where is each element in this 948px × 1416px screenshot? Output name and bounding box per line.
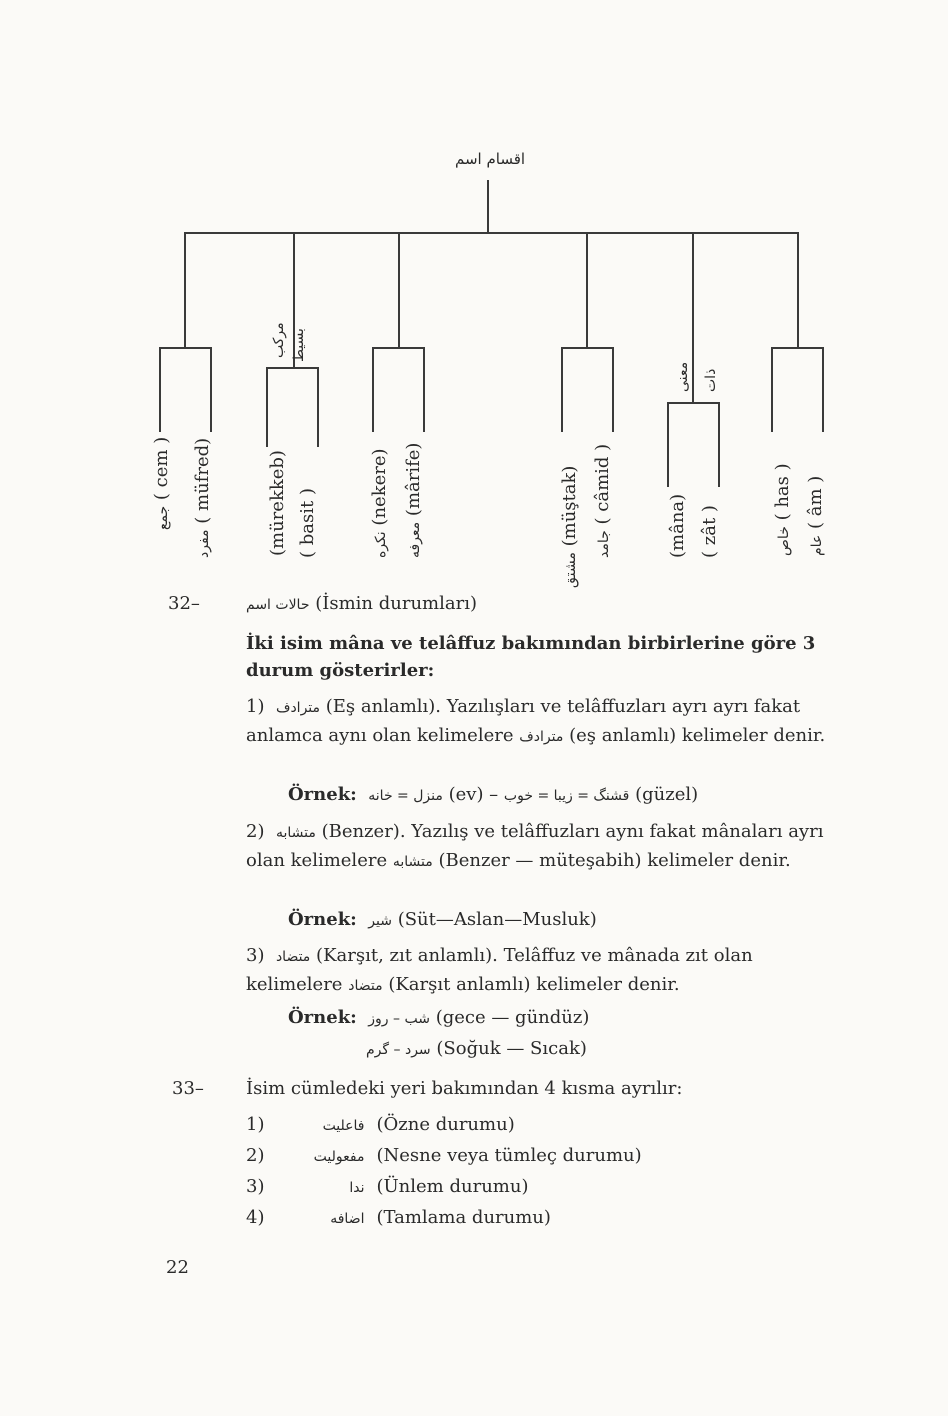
example-1: Örnek: منزل = خانه (ev) – قشنگ = زيبا = خوب (güzel) bbox=[288, 784, 699, 805]
tree-fork-bar bbox=[372, 347, 424, 349]
tree-fork-bar bbox=[266, 367, 318, 369]
leaf-label: عام ( âm ) bbox=[805, 475, 826, 556]
tree-horizontal-line bbox=[184, 232, 798, 234]
paragraph-3: 3) متضاد (Karşıt, zıt anlamlı). Telâffuz ve mânada zıt olan kelimelere متضاد (Karşıt anlamlı) kelimeler denir. bbox=[246, 945, 753, 995]
leaf-label: مشتق (müştak) bbox=[559, 465, 580, 588]
tree-leaf-line bbox=[266, 367, 268, 447]
leaf-label: ( zât ) bbox=[699, 505, 720, 558]
tree-leaf-line bbox=[372, 347, 374, 432]
tree-fork-bar bbox=[667, 402, 719, 404]
tree-leaf-line bbox=[423, 347, 425, 432]
paragraph-2: 2) متشابه (Benzer). Yazılış ve telâffuzları aynı fakat mânaları ayrı olan kelimelere متشابه (Benzer — müteşabih) kelimeler denir. bbox=[246, 821, 824, 871]
leaf-label: معرفه (mârife) bbox=[403, 442, 424, 558]
leaf-arabic: مركب bbox=[271, 322, 287, 358]
tree-fork-bar bbox=[159, 347, 211, 349]
paragraph-1: 1) مترادف (Eş anlamlı). Yazılışları ve telâffuzları ayrı ayrı fakat anlamca aynı olan kelimelere مترادف (eş anlamlı) kelimeler denir. bbox=[246, 696, 826, 746]
tree-root-label: اقسام اسم bbox=[455, 150, 526, 168]
list-item: 3) ندا (Ünlem durumu) bbox=[246, 1176, 529, 1197]
tree-root-line bbox=[487, 180, 489, 232]
section-intro: İki isim mâna ve telâffuz bakımından birbirlerine göre 3 durum gösterirler: bbox=[246, 633, 816, 681]
list-item: 2) مفعوليت (Nesne veya tümleç durumu) bbox=[246, 1145, 642, 1166]
section-intro: İsim cümledeki yeri bakımından 4 kısma ayrılır: bbox=[246, 1078, 683, 1099]
tree-fork-bar bbox=[561, 347, 613, 349]
tree-leaf-line bbox=[718, 402, 720, 487]
example-2: Örnek: شير (Süt—Aslan—Musluk) bbox=[288, 909, 597, 930]
leaf-label: نكره (nekere) bbox=[369, 448, 390, 558]
leaf-label: (mâna) bbox=[667, 493, 688, 558]
leaf-arabic: بسيط bbox=[291, 328, 307, 362]
leaf-label: خاص ( has ) bbox=[772, 463, 793, 556]
tree-leaf-line bbox=[210, 347, 212, 432]
tree-branch-line bbox=[398, 232, 400, 347]
leaf-label: مفرد ( müfred) bbox=[192, 437, 213, 558]
list-item: 1) فاعليت (Özne durumu) bbox=[246, 1114, 515, 1135]
list-item: 4) اضافه (Tamlama durumu) bbox=[246, 1207, 551, 1228]
section-number: 33– bbox=[172, 1078, 204, 1099]
example-3-line-2: سرد – گرم (Soğuk — Sıcak) bbox=[366, 1038, 587, 1059]
leaf-label: جمع ( cem ) bbox=[151, 436, 172, 530]
page-number: 22 bbox=[166, 1257, 189, 1278]
tree-branch-line bbox=[586, 232, 588, 347]
tree-leaf-line bbox=[317, 367, 319, 447]
tree-leaf-line bbox=[822, 347, 824, 432]
leaf-label: ( basit ) bbox=[297, 488, 318, 558]
tree-leaf-line bbox=[159, 347, 161, 432]
tree-leaf-line bbox=[561, 347, 563, 432]
tree-branch-line bbox=[184, 232, 186, 347]
section-number: 32– bbox=[168, 593, 200, 614]
tree-leaf-line bbox=[612, 347, 614, 432]
leaf-arabic: ذات bbox=[703, 368, 719, 392]
example-3: Örnek: شب – روز (gece — gündüz) bbox=[288, 1007, 590, 1028]
tree-leaf-line bbox=[667, 402, 669, 487]
leaf-label: (mürekkeb) bbox=[267, 450, 288, 556]
section-heading: حالات اسم (İsmin durumları) bbox=[246, 593, 477, 614]
leaf-label: جامد ( câmid ) bbox=[592, 443, 613, 558]
tree-leaf-line bbox=[771, 347, 773, 432]
tree-branch-line bbox=[797, 232, 799, 347]
tree-fork-bar bbox=[771, 347, 823, 349]
leaf-arabic: معنى bbox=[675, 361, 691, 392]
